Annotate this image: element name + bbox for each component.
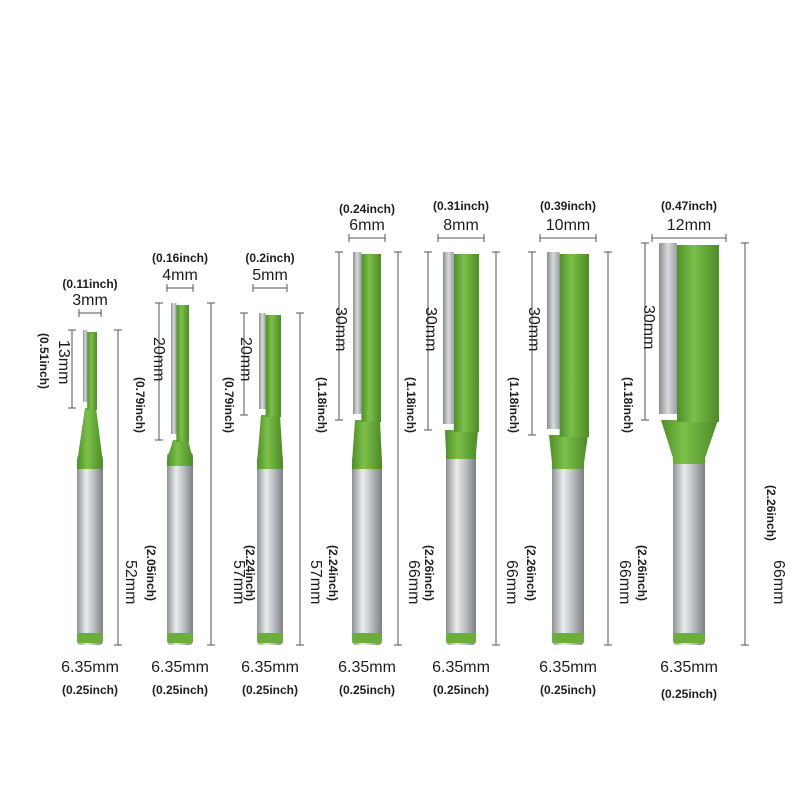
bit-flute [266, 315, 281, 417]
bit-flute [87, 332, 97, 410]
bit-base-ring [167, 633, 193, 643]
diameter-inch-label: (0.11inch) [62, 277, 118, 291]
cut-length-mm-label: 13mm [55, 340, 72, 385]
shank-diameter-mm-label: 6.35mm [660, 659, 718, 676]
bit-neck [445, 430, 478, 459]
shank-diameter-inch-label: (0.25inch) [539, 683, 597, 697]
bit-base-ring [257, 633, 283, 643]
bit-carbide-blade [171, 303, 176, 434]
diameter-mm-label: 6mm [349, 217, 385, 234]
bit-carbide-blade [443, 252, 454, 424]
cut-length-inch-label: (1.18inch) [507, 377, 521, 434]
bit-base-ring [352, 633, 382, 643]
diameter-mm-label: 10mm [545, 217, 591, 234]
total-length-inch-label: (2.26inch) [422, 545, 436, 602]
shank-diameter-inch-label: (0.25inch) [151, 683, 209, 697]
total-length-mm-label: 66mm [616, 560, 633, 605]
shank-diameter-inch-label: (0.25inch) [432, 683, 490, 697]
total-length-inch-label: (2.26inch) [635, 545, 649, 602]
shank-diameter-mm-label: 6.35mm [432, 659, 490, 676]
diameter-mm-label: 3mm [72, 292, 108, 309]
shank-diameter-inch-label: (0.25inch) [338, 683, 396, 697]
bit-flute [560, 254, 589, 437]
bit-neck [352, 420, 382, 469]
bit-shank [257, 455, 283, 645]
bit-flute [176, 305, 189, 442]
cut-length-inch-label: (0.79inch) [222, 377, 236, 434]
diameter-inch-label: (0.2inch) [245, 251, 295, 265]
cut-length-inch-label: (0.51inch) [37, 333, 51, 390]
bit-flute [361, 254, 381, 422]
bit-neck [77, 408, 103, 469]
total-length-mm-label: 66mm [770, 560, 787, 605]
bit-neck [167, 440, 193, 466]
cut-length-mm-label: 30mm [332, 307, 349, 352]
bit-shank [77, 455, 103, 645]
diameter-mm-label: 5mm [252, 267, 288, 284]
cut-length-inch-label: (1.18inch) [315, 377, 329, 434]
cut-length-inch-label: (1.18inch) [404, 377, 418, 434]
bit-shank [446, 445, 476, 645]
shank-diameter-mm-label: 6.35mm [151, 659, 209, 676]
total-length-mm-label: 66mm [503, 560, 520, 605]
cut-length-mm-label: 30mm [640, 305, 657, 350]
cut-length-inch-label: (1.18inch) [621, 377, 635, 434]
total-length-mm-label: 52mm [122, 560, 139, 605]
diameter-inch-label: (0.24inch) [338, 202, 396, 216]
bit-base-ring [673, 633, 705, 643]
cut-length-mm-label: 20mm [150, 337, 167, 382]
bit-shank [167, 452, 193, 645]
shank-diameter-mm-label: 6.35mm [61, 659, 119, 676]
bit-carbide-blade [83, 330, 87, 402]
total-length-inch-label: (2.26inch) [764, 485, 778, 542]
bit-base-ring [77, 633, 103, 643]
bit-base-ring [552, 633, 584, 643]
total-length-inch-label: (2.26inch) [524, 545, 538, 602]
diameter-mm-label: 12mm [666, 217, 712, 234]
bit-neck [257, 415, 283, 469]
total-length-mm-label: 57mm [230, 560, 247, 605]
bit-carbide-blade [547, 252, 560, 429]
bit-carbide-blade [353, 252, 361, 414]
shank-diameter-mm-label: 6.35mm [241, 659, 299, 676]
diameter-inch-label: (0.16inch) [151, 251, 209, 265]
diameter-mm-label: 4mm [162, 267, 198, 284]
cut-length-mm-label: 20mm [237, 337, 254, 382]
total-length-inch-label: (2.05inch) [144, 545, 158, 602]
shank-diameter-inch-label: (0.25inch) [241, 683, 299, 697]
shank-diameter-mm-label: 6.35mm [539, 659, 597, 676]
total-length-mm-label: 66mm [405, 560, 422, 605]
bit-shank [352, 455, 382, 645]
bit-base-ring [446, 633, 476, 643]
cut-length-inch-label: (0.79inch) [133, 377, 147, 434]
bit-neck [549, 435, 588, 469]
bit-neck [661, 420, 718, 464]
shank-diameter-mm-label: 6.35mm [338, 659, 396, 676]
diameter-inch-label: (0.31inch) [432, 199, 490, 213]
bit-flute [677, 245, 719, 422]
diameter-inch-label: (0.47inch) [660, 199, 718, 213]
total-length-inch-label: (2.24inch) [243, 545, 257, 602]
bit-shank [673, 450, 705, 645]
bit-flute [454, 254, 479, 432]
cut-length-mm-label: 30mm [525, 307, 542, 352]
cut-length-mm-label: 30mm [422, 307, 439, 352]
shank-diameter-inch-label: (0.25inch) [61, 683, 119, 697]
total-length-inch-label: (2.24inch) [326, 545, 340, 602]
diameter-inch-label: (0.39inch) [539, 199, 597, 213]
diameter-mm-label: 8mm [443, 217, 479, 234]
bit-carbide-blade [259, 313, 266, 409]
bit-shank [552, 455, 584, 645]
bit-carbide-blade [659, 243, 677, 414]
shank-diameter-inch-label: (0.25inch) [660, 687, 718, 701]
total-length-mm-label: 57mm [307, 560, 324, 605]
